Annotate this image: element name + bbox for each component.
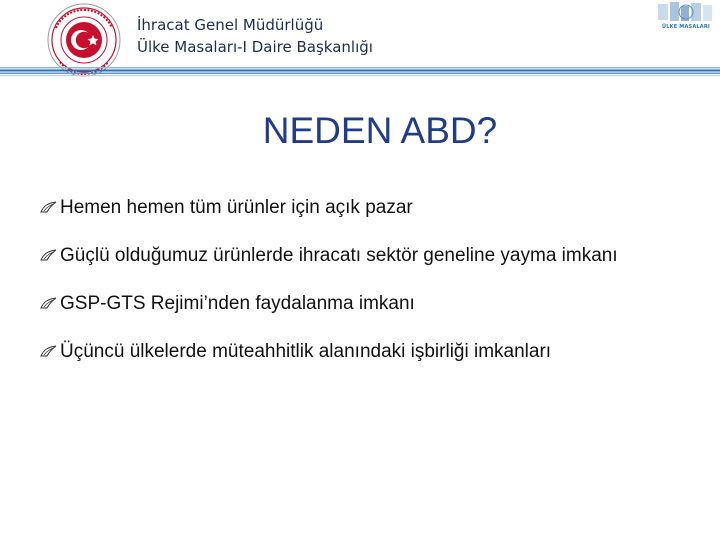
- header-line-1: İhracat Genel Müdürlüğü: [137, 16, 324, 34]
- bullet-item: [40, 244, 700, 267]
- header-stripes: [0, 67, 720, 77]
- bullet-item: [40, 340, 700, 363]
- wing-bullet-icon: [40, 201, 57, 214]
- bullet-text: Hemen hemen tüm ürünler için açık pazar: [60, 197, 413, 218]
- ulke-masalari-logo: [650, 0, 720, 40]
- bullet-list: [40, 196, 700, 388]
- slide-header: [0, 0, 720, 80]
- bullet-text: Güçlü olduğumuz ürünlerde ihracatı sektör geneline yayma imkanı: [60, 245, 618, 266]
- header-title: [137, 14, 373, 58]
- corner-logo-text: ÜLKE MASALARI: [662, 24, 710, 30]
- wing-bullet-icon: [40, 297, 57, 310]
- wing-bullet-icon: [40, 249, 57, 262]
- slide-title: NEDEN ABD?: [262, 110, 498, 151]
- bullet-text: GSP-GTS Rejimi’nden faydalanma imkanı: [60, 293, 415, 314]
- wing-bullet-icon: [40, 345, 57, 358]
- bullet-text: Üçüncü ülkelerde müteahhitlik alanındaki işbirliği imkanları: [60, 341, 552, 362]
- bullet-item: [40, 292, 700, 315]
- header-line-2: Ülke Masaları-I Daire Başkanlığı: [137, 38, 373, 56]
- bullet-item: [40, 196, 700, 219]
